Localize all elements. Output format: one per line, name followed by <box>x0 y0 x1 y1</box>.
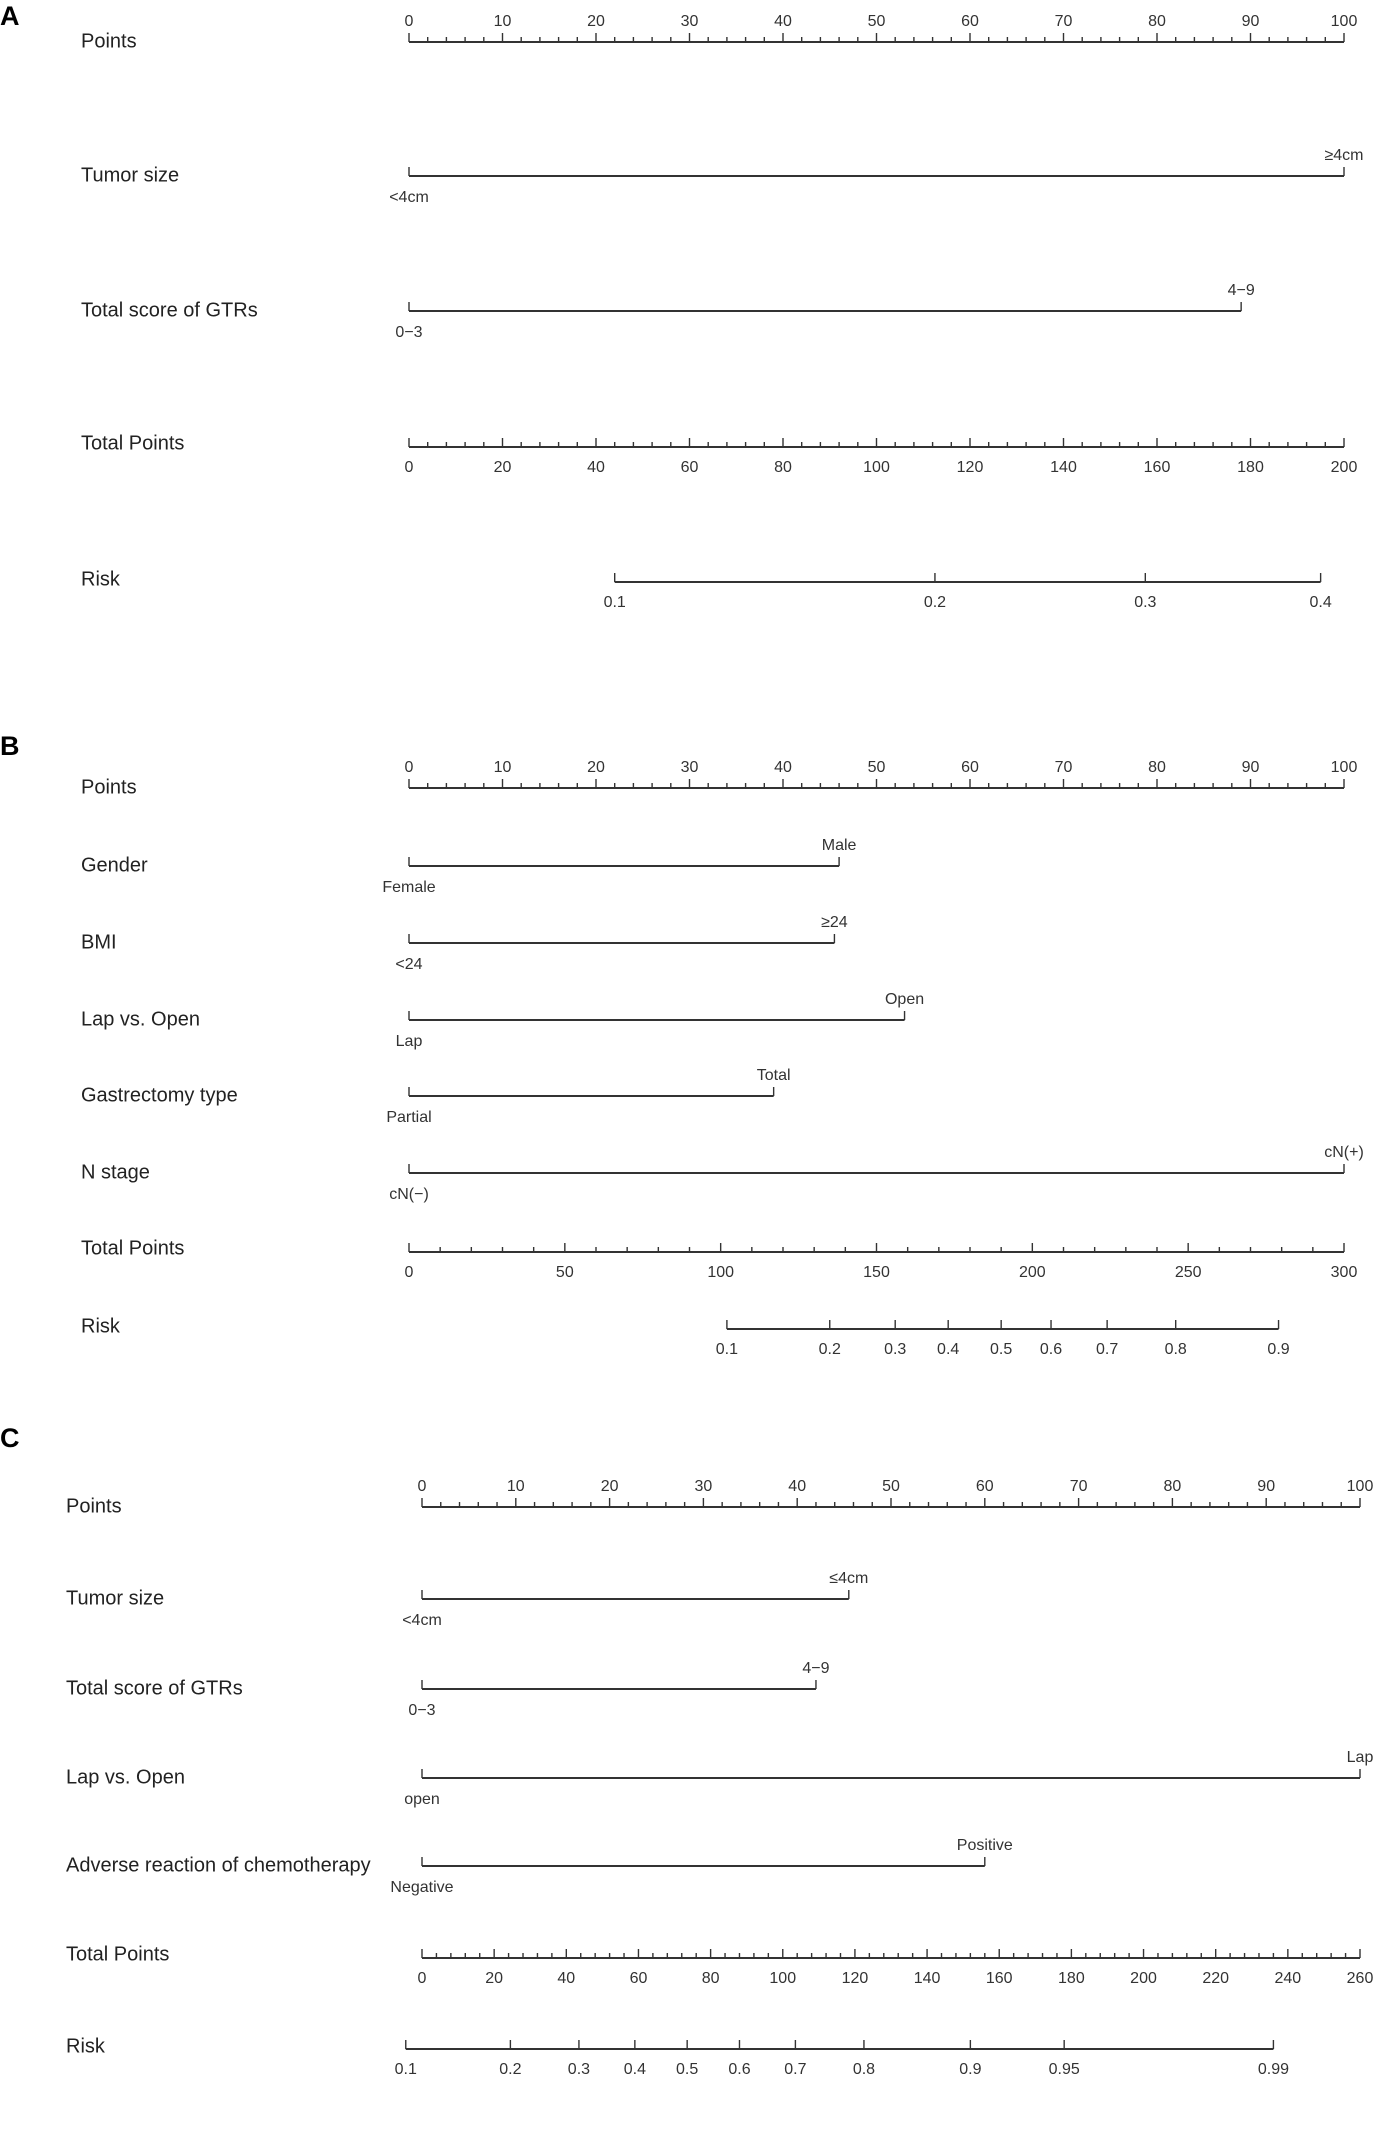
total-points-tick-label: 100 <box>863 459 890 476</box>
variable-level-label: 4−9 <box>802 1660 830 1677</box>
points-tick-label: 0 <box>417 1478 427 1495</box>
variable-level-label: ≥24 <box>821 914 848 931</box>
total-points-tick-label: 60 <box>680 459 699 476</box>
risk-tick-label: 0.1 <box>603 594 626 611</box>
variable-label: Lap vs. Open <box>81 1008 200 1031</box>
variable-level-label: ≥4cm <box>1324 147 1364 164</box>
points-tick-label: 70 <box>1054 13 1073 30</box>
risk-tick-label: 0.2 <box>499 2061 522 2078</box>
total-points-label: Total Points <box>81 432 185 455</box>
risk-tick-label: 0.1 <box>715 1341 739 1358</box>
risk-tick-label: 0.5 <box>676 2061 699 2078</box>
points-tick-label: 50 <box>867 759 886 776</box>
points-tick-label: 40 <box>774 13 792 30</box>
risk-tick-label: 0.1 <box>394 2061 417 2078</box>
total-points-tick-label: 80 <box>774 459 792 476</box>
total-points-tick-label: 0 <box>417 1970 427 1987</box>
total-points-tick-label: 200 <box>1018 1264 1046 1281</box>
variable-level-label: Open <box>884 991 925 1008</box>
points-tick-label: 60 <box>961 13 979 30</box>
total-points-tick-label: 200 <box>1330 459 1358 476</box>
total-points-tick-label: 0 <box>404 1264 414 1281</box>
variable-level-label: cN(+) <box>1324 1144 1364 1161</box>
variable-label: N stage <box>81 1161 150 1184</box>
points-axis-label: Points <box>81 776 137 799</box>
points-tick-label: 80 <box>1163 1478 1182 1495</box>
risk-tick-label: 0.7 <box>1096 1341 1119 1358</box>
risk-tick-label: 0.2 <box>923 594 947 611</box>
variable-level-label: <4cm <box>389 189 429 206</box>
total-points-tick-label: 100 <box>707 1264 735 1281</box>
risk-tick-label: 0.4 <box>623 2061 646 2078</box>
variable-level-label: <24 <box>395 956 423 973</box>
variable-label: Tumor size <box>66 1587 165 1610</box>
points-tick-label: 60 <box>961 759 979 776</box>
total-points-tick-label: 20 <box>493 459 512 476</box>
variable-label: Lap vs. Open <box>66 1766 185 1789</box>
variable-label: Gastrectomy type <box>81 1084 238 1107</box>
points-tick-label: 10 <box>493 759 512 776</box>
points-tick-label: 20 <box>587 759 605 776</box>
points-tick-label: 0 <box>404 759 414 776</box>
total-points-tick-label: 160 <box>1143 459 1171 476</box>
total-points-tick-label: 240 <box>1274 1970 1302 1987</box>
total-points-tick-label: 180 <box>1058 1970 1085 1987</box>
points-tick-label: 10 <box>506 1478 525 1495</box>
variable-level-label: Partial <box>386 1109 432 1126</box>
risk-tick-label: 0.8 <box>852 2061 876 2078</box>
total-points-tick-label: 220 <box>1202 1970 1230 1987</box>
total-points-tick-label: 120 <box>841 1970 869 1987</box>
panel-letter: C <box>0 1423 20 1453</box>
risk-tick-label: 0.8 <box>1164 1341 1187 1358</box>
points-tick-label: 90 <box>1241 759 1260 776</box>
points-tick-label: 40 <box>774 759 792 776</box>
risk-tick-label: 0.9 <box>1267 1341 1290 1358</box>
points-tick-label: 100 <box>1346 1478 1374 1495</box>
risk-tick-label: 0.4 <box>1309 594 1332 611</box>
total-points-tick-label: 250 <box>1174 1264 1202 1281</box>
risk-label: Risk <box>66 2035 105 2058</box>
total-points-tick-label: 260 <box>1346 1970 1374 1987</box>
variable-level-label: <4cm <box>402 1612 442 1629</box>
points-tick-label: 100 <box>1330 13 1358 30</box>
variable-label: BMI <box>81 931 117 954</box>
total-points-tick-label: 80 <box>701 1970 720 1987</box>
total-points-label: Total Points <box>81 1237 185 1260</box>
total-points-tick-label: 140 <box>913 1970 941 1987</box>
risk-tick-label: 0.4 <box>937 1341 960 1358</box>
total-points-tick-label: 120 <box>956 459 984 476</box>
points-tick-label: 70 <box>1069 1478 1088 1495</box>
risk-tick-label: 0.6 <box>1039 1341 1063 1358</box>
variable-level-label: cN(−) <box>389 1186 429 1203</box>
total-points-tick-label: 200 <box>1130 1970 1157 1987</box>
variable-label: Total score of GTRs <box>81 299 258 322</box>
variable-level-label: Lap <box>1346 1749 1374 1766</box>
total-points-tick-label: 150 <box>863 1264 890 1281</box>
variable-level-label: 4−9 <box>1227 282 1255 299</box>
points-tick-label: 20 <box>600 1478 619 1495</box>
points-tick-label: 90 <box>1257 1478 1276 1495</box>
total-points-tick-label: 0 <box>404 459 414 476</box>
total-points-tick-label: 50 <box>555 1264 574 1281</box>
variable-level-label: Positive <box>956 1837 1013 1854</box>
variable-level-label: 0−3 <box>395 324 423 341</box>
points-tick-label: 50 <box>867 13 886 30</box>
risk-tick-label: 0.6 <box>728 2061 751 2078</box>
variable-label: Adverse reaction of chemotherapy <box>66 1854 371 1877</box>
risk-tick-label: 0.99 <box>1257 2061 1289 2078</box>
panel-letter: B <box>0 731 20 761</box>
total-points-tick-label: 60 <box>629 1970 648 1987</box>
variable-label: Gender <box>81 854 148 877</box>
points-tick-label: 70 <box>1054 759 1073 776</box>
total-points-tick-label: 20 <box>485 1970 504 1987</box>
risk-tick-label: 0.5 <box>990 1341 1013 1358</box>
risk-tick-label: 0.3 <box>567 2061 591 2078</box>
risk-label: Risk <box>81 568 120 591</box>
points-tick-label: 80 <box>1148 13 1166 30</box>
points-tick-label: 80 <box>1148 759 1166 776</box>
points-axis-label: Points <box>81 30 137 53</box>
risk-label: Risk <box>81 1315 120 1338</box>
variable-level-label: open <box>404 1791 440 1808</box>
variable-level-label: Negative <box>390 1879 454 1896</box>
variable-level-label: Lap <box>395 1033 423 1050</box>
variable-label: Total score of GTRs <box>66 1677 243 1700</box>
variable-level-label: ≤4cm <box>829 1570 869 1587</box>
total-points-tick-label: 40 <box>587 459 605 476</box>
total-points-tick-label: 180 <box>1237 459 1264 476</box>
total-points-tick-label: 300 <box>1330 1264 1358 1281</box>
points-tick-label: 30 <box>680 13 699 30</box>
points-tick-label: 0 <box>404 13 414 30</box>
points-tick-label: 10 <box>493 13 512 30</box>
points-tick-label: 90 <box>1241 13 1260 30</box>
points-tick-label: 30 <box>694 1478 713 1495</box>
points-tick-label: 100 <box>1330 759 1358 776</box>
risk-tick-label: 0.95 <box>1048 2061 1080 2078</box>
variable-level-label: Male <box>821 837 857 854</box>
risk-tick-label: 0.3 <box>884 1341 907 1358</box>
points-tick-label: 50 <box>882 1478 900 1495</box>
points-tick-label: 40 <box>788 1478 807 1495</box>
risk-tick-label: 0.2 <box>818 1341 841 1358</box>
total-points-tick-label: 100 <box>769 1970 797 1987</box>
risk-tick-label: 0.7 <box>784 2061 807 2078</box>
total-points-label: Total Points <box>66 1943 170 1966</box>
risk-tick-label: 0.9 <box>959 2061 982 2078</box>
points-axis-label: Points <box>66 1495 122 1518</box>
points-tick-label: 20 <box>587 13 605 30</box>
variable-label: Tumor size <box>81 164 180 187</box>
variable-level-label: Total <box>756 1067 791 1084</box>
variable-level-label: 0−3 <box>408 1702 436 1719</box>
points-tick-label: 30 <box>680 759 699 776</box>
total-points-tick-label: 140 <box>1050 459 1077 476</box>
total-points-tick-label: 40 <box>557 1970 576 1987</box>
risk-tick-label: 0.3 <box>1134 594 1157 611</box>
variable-level-label: Female <box>382 879 436 896</box>
points-tick-label: 60 <box>975 1478 994 1495</box>
panel-letter: A <box>0 1 20 31</box>
total-points-tick-label: 160 <box>985 1970 1013 1987</box>
